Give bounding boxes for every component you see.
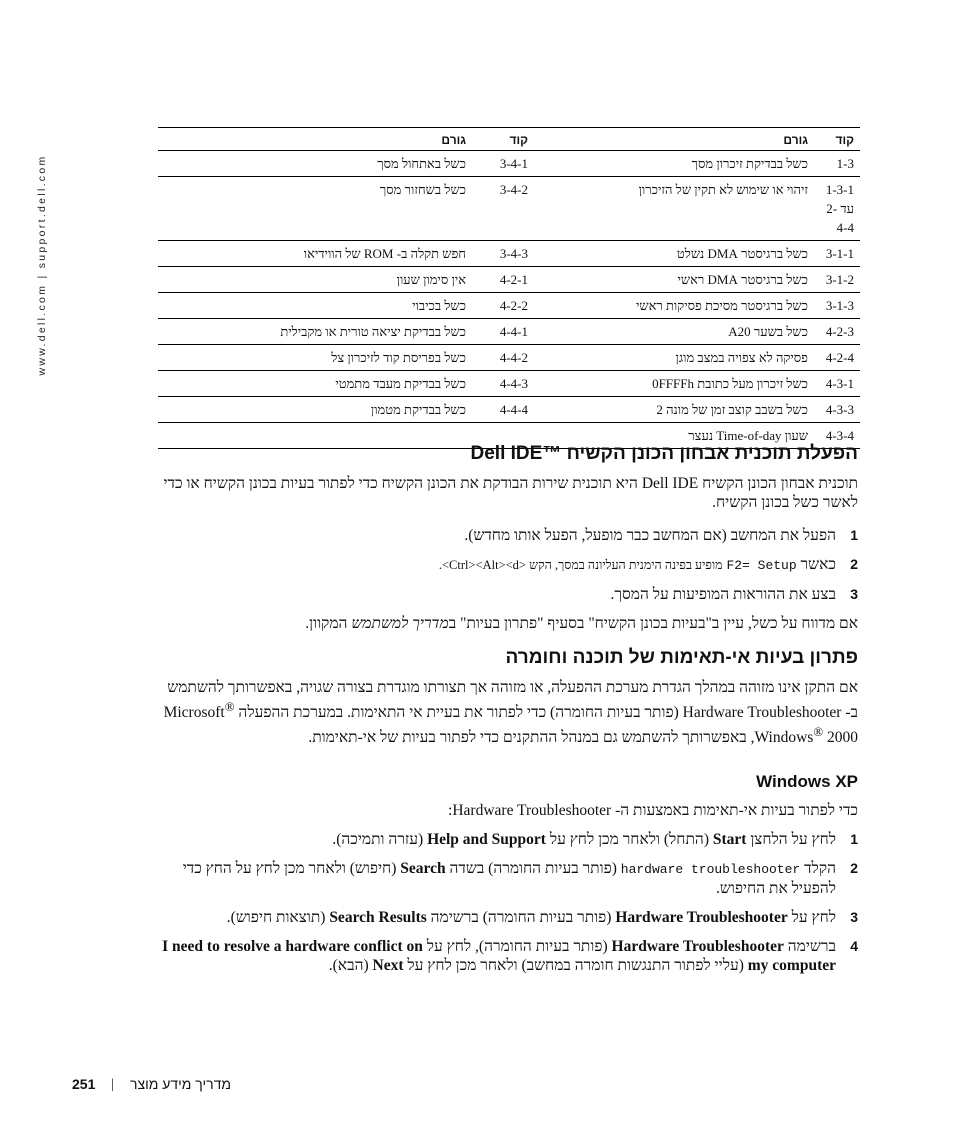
list-item: 4 ברשימה Hardware Troubleshooter (פותר בעיות החומרה), לחץ על I need to resolve a hardware conflict on my computer (עליי לפתור התנגשות חומרה במחשב) ולאחר מכן לחץ על Next (הבא). <box>162 938 858 974</box>
row-code-2: 4-2-1 <box>472 267 534 293</box>
step-text: מופיע בפינה הימנית העליונה במסך, הקש <Ctrl><Alt><d>. <box>438 558 723 572</box>
page-number: 251 <box>72 1076 96 1092</box>
step-number: 2 <box>850 556 858 572</box>
row-cause: כשל בשבב קוצב זמן של מונה 2 <box>534 397 814 423</box>
footer-title: מדריך מידע מוצר <box>130 1076 231 1092</box>
row-code: 1-3 <box>814 151 860 177</box>
step-number: 3 <box>850 586 858 602</box>
list-item <box>158 526 858 545</box>
row-code: 4-3-4 <box>814 423 860 449</box>
row-cause-2: כשל בבדיקת מעבד מתמטי <box>158 371 472 397</box>
row-cause-2: חפש תקלה ב- ROM של הווידיאו <box>158 241 472 267</box>
table-row <box>158 397 860 423</box>
row-code-2: 4-4-2 <box>472 345 534 371</box>
row-cause-2: כשל בשחזור מסך <box>158 177 472 241</box>
list-item: 1 לחץ על הלחצן Start (התחל) ולאחר מכן לחץ על Help and Support (עזרה ותמיכה). <box>332 831 858 848</box>
row-code: 3-1-1 <box>814 241 860 267</box>
row-code: 4-3-3 <box>814 397 860 423</box>
section-compatibility <box>158 646 858 747</box>
row-cause-2: כשל בבדיקת יציאה טורית או מקבילית <box>158 319 472 345</box>
row-cause: כשל ברגיסטר DMA נשלט <box>534 241 814 267</box>
table-row <box>158 319 860 345</box>
row-cause: כשל זיכרון מעל כתובת 0FFFFh <box>534 371 814 397</box>
section-ide-diagnostics <box>158 442 858 633</box>
row-cause: כשל בשער A20 <box>534 319 814 345</box>
row-code-2: 3-4-3 <box>472 241 534 267</box>
row-code: 4-2-3 <box>814 319 860 345</box>
row-cause: כשל ברגיסטר DMA ראשי <box>534 267 814 293</box>
row-cause-2: אין סימון שעון <box>158 267 472 293</box>
table-row <box>158 293 860 319</box>
paragraph: אם התקן אינו מזוהה במהלך הגדרת מערכת ההפעלה, או מזוהה אך תצורתו מוגדרת בצורה שגויה, באפשרותך להשתמש ב- Hardware Troubleshooter (פותר בעיות החומרה) כדי לפתור את בעיית אי התאימות. במערכת ההפעלה Microsoft® Windows® 2000, באפשרותך להשתמש גם במנהל ההתקנים כדי לפתור בעיות של אי-תאימות. <box>163 679 858 747</box>
code-text: hardware troubleshooter <box>620 862 801 877</box>
row-code: 4-3-1 <box>814 371 860 397</box>
row-cause: זיהוי או שימוש לא תקין של הזיכרון <box>534 177 814 241</box>
code-text: F2= Setup <box>726 558 797 573</box>
footer-separator: | <box>111 1077 114 1092</box>
header-code-2: קוד <box>472 128 534 151</box>
list-item <box>158 585 858 604</box>
step-text: כאשר <box>800 556 836 573</box>
step-text: הפעל את המחשב (אם המחשב כבר מופעל, הפעל אותו מחדש). <box>464 527 836 544</box>
subsection-title: Windows XP <box>756 772 858 791</box>
row-code-2: 3-4-2 <box>472 177 534 241</box>
row-code-2: 4-4-1 <box>472 319 534 345</box>
table-row <box>158 177 860 241</box>
header-cause-2: גורם <box>158 128 472 151</box>
beep-codes-table <box>158 127 860 449</box>
table-row <box>158 241 860 267</box>
row-cause-2: כשל בבדיקת מטמון <box>158 397 472 423</box>
section-windows-xp <box>158 771 858 975</box>
table-row <box>158 151 860 177</box>
step-number: 4 <box>850 938 858 954</box>
table-row <box>158 345 860 371</box>
row-cause-2: כשל בפריסת קוד לזיכרון צל <box>158 345 472 371</box>
sidebar-url-text: www.dell.com | support.dell.com <box>36 154 48 376</box>
row-cause: כשל ברגיסטר מסיכת פסיקות ראשי <box>534 293 814 319</box>
paragraph: תוכנית אבחון הכונן הקשיח Dell IDE היא תוכנית שירות הבודקת את הכונן הקשיח כדי לפתור בעיות בכונן הקשיח או כדי לאשר כשל בכונן הקשיח. <box>163 475 858 511</box>
row-code: 3-1-3 <box>814 293 860 319</box>
step-number: 2 <box>850 860 858 876</box>
row-cause-2: כשל באתחול מסך <box>158 151 472 177</box>
note-paragraph: אם מדווח על כשל, עיין ב"בעיות בכונן הקשיח" בסעיף "פתרון בעיות" במדריך למשתמש המקוון. <box>305 615 858 632</box>
row-cause: פסיקה לא צפויה במצב מוגן <box>534 345 814 371</box>
row-code: 3-1-2 <box>814 267 860 293</box>
header-code: קוד <box>814 128 860 151</box>
row-cause: שעון Time-of-day נעצר <box>534 423 814 449</box>
section-title: הפעלת תוכנית אבחון הכונן הקשיח ™Dell IDE <box>470 443 858 464</box>
row-code: 4-2-4 <box>814 345 860 371</box>
section-title: פתרון בעיות אי-תאימות של תוכנה וחומרה <box>505 647 858 668</box>
table-row <box>158 267 860 293</box>
guide-name: מדריך למשתמש <box>351 615 449 632</box>
list-item <box>158 555 858 575</box>
row-code-2: 4-4-3 <box>472 371 534 397</box>
header-cause: גורם <box>534 128 814 151</box>
step-number: 3 <box>850 909 858 925</box>
table-header-row <box>158 128 860 151</box>
list-item: 3 לחץ על Hardware Troubleshooter (פותר בעיות החומרה) ברשימה Search Results (תוצאות חיפוש). <box>226 909 858 926</box>
page-footer <box>0 1076 954 1096</box>
row-code: 1-3-1 עד 2-4-4 <box>814 177 860 241</box>
table-row <box>158 371 860 397</box>
row-cause-2: כשל בכיבוי <box>158 293 472 319</box>
row-code-2: 4-2-2 <box>472 293 534 319</box>
paragraph: כדי לפתור בעיות אי-תאימות באמצעות ה- Hardware Troubleshooter: <box>448 802 858 819</box>
row-cause: כשל בבדיקת זיכרון מסך <box>534 151 814 177</box>
row-code-2: 3-4-1 <box>472 151 534 177</box>
step-number: 1 <box>850 831 858 847</box>
row-code-2: 4-4-4 <box>472 397 534 423</box>
step-number: 1 <box>850 527 858 543</box>
list-item: 2 הקלד hardware troubleshooter (פותר בעיות החומרה) בשדה Search (חיפוש) ולאחר מכן לחץ על החץ כדי להפעיל את החיפוש. <box>182 860 858 897</box>
step-text: בצע את ההוראות המופיעות על המסך. <box>610 586 836 603</box>
sidebar-url <box>36 120 48 410</box>
